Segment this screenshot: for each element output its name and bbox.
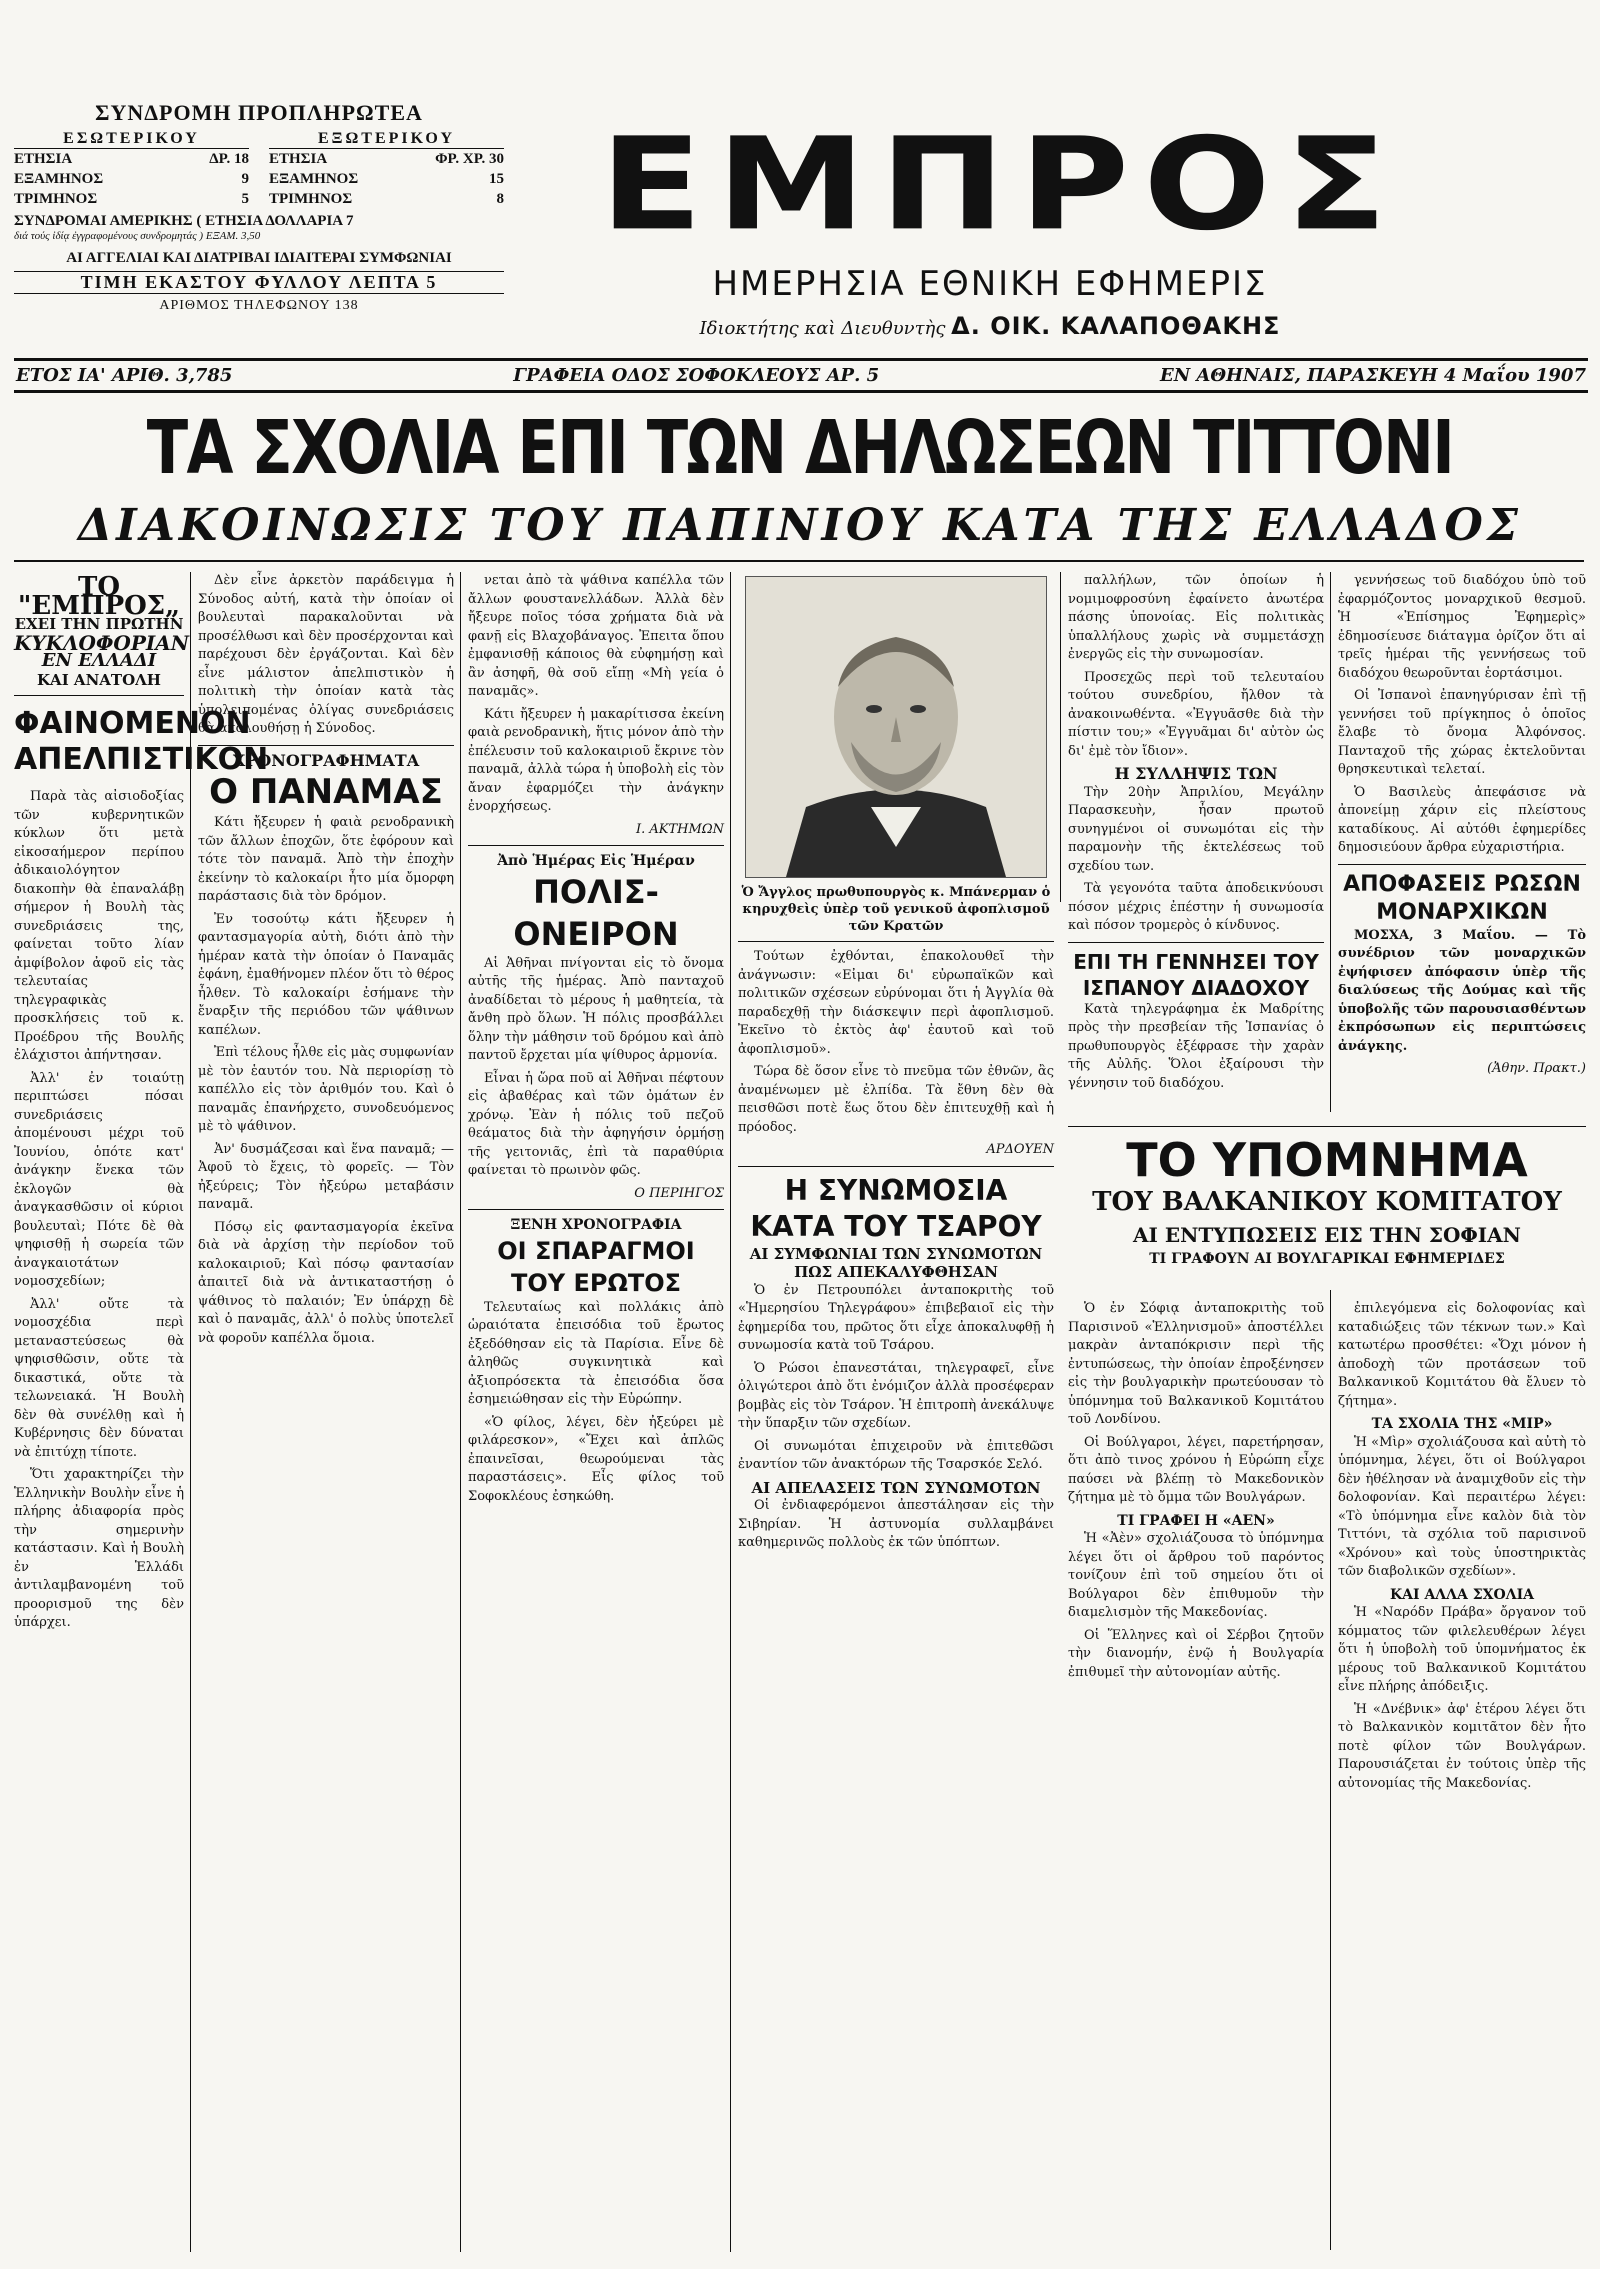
article-paragraph: Τελευταίως καὶ πολλάκις ἀπὸ ὡραιότατα ἐπεισόδια τοῦ ἔρωτος ἐξεδόθησαν εἰς τὰ Παρίσια. Εἶνε δὲ ἀληθῶς συγκινητικὰ καὶ ἀξιοπρόσεκτα τὰ ἐπεισόδια ὅσα ἐσημειώθησαν εἰς τὴν Εὐρώπην. <box>468 1299 724 1407</box>
memo-header <box>1068 1120 1586 1267</box>
article-paragraph: Κάτι ἤξευρεν ἡ φαιὰ ρενοδρανικὴ τῶν ἄλλων ἐποχῶν, ὅτε ἐφόρουν καὶ τότε τὸν παναμᾶ. Ἀπὸ τὴν ἐποχὴν ἐκείνην τὸ καλοκαίρι ἦτο μία ὄμορφη παράστασις διὰ τὸν δρόμον. <box>198 815 454 904</box>
column-divider <box>1330 572 1331 1112</box>
article-paragraph: Ἡ «Δνέβνικ» ἀφ' ἑτέρου λέγει ὅτι τὸ Βαλκανικὸν κομιτᾶτον δὲν ἦτο ποτὲ φίλον τῶν Βουλγάρων. Παρουσιάζεται ἐν τούτοις ὑπὲρ τῆς αὐτονομίας τῆς Μακεδονίας. <box>1338 1701 1586 1791</box>
section-label: ΞΕΝΗ ΧΡΟΝΟΓΡΑΦΙΑ <box>510 1217 682 1233</box>
column-4 <box>738 572 1054 1557</box>
divider <box>1338 864 1586 865</box>
article-paragraph: Ἡ «Ἀὲν» σχολιάζουσα τὸ ὑπόμνημα λέγει ὅτι οἱ ἄρθρου τοῦ παρόντος τονίζουν ἐπὶ τοῦ σημείου ὅτι οἱ Βούλγαροι δὲν ἐπιθυμοῦν τὴν διαμελισμὸν τῆς Μακεδονίας. <box>1068 1531 1324 1620</box>
subscription-title: ΣΥΝΔΡΟΜΗ ΠΡΟΠΛΗΡΩΤΕΑ <box>95 100 423 125</box>
signature: Ο ΠΕΡΙΗΓΟΣ <box>634 1185 724 1201</box>
divider <box>468 1209 724 1210</box>
memo-subtitle: ΤΟΥ ΒΑΛΚΑΝΙΚΟΥ ΚΟΜΙΤΑΤΟΥ <box>1092 1187 1562 1217</box>
main-headline: ΤΑ ΣΧΟΛΙΑ ΕΠΙ ΤΩΝ ΔΗΛΩΣΕΩΝ ΤΙΤΤΟΝΙ <box>146 405 1454 491</box>
owner-label: Ιδιοκτήτης καὶ Διευθυντὴς <box>699 318 946 339</box>
section-label: ΚΑΙ ΑΛΛΑ ΣΧΟΛΙΑ <box>1389 1586 1534 1603</box>
article-title: ΟΙ ΣΠΑΡΑΓΜΟΙ ΤΟΥ ΕΡΩΤΟΣ <box>497 1236 695 1297</box>
emprós-box-title: ΤΟ "ΕΜΠΡΟΣ„ <box>17 572 181 621</box>
signature: ΑΡΔΟΥΕΝ <box>986 1142 1054 1157</box>
america-rates: ΣΥΝΔΡΟΜΑΙ ΑΜΕΡΙΚΗΣ ( ΕΤΗΣΙΑ ΔΟΛΛΑΡΙΑ 7 <box>14 213 354 229</box>
subscription-rates <box>14 130 504 209</box>
column-divider <box>1060 572 1061 902</box>
owner-name: Δ. ΟΙΚ. ΚΑΛΑΠΟΘΑΚΗΣ <box>951 312 1281 340</box>
article-title: ΑΠΟΦΑΣΕΙΣ ΡΩΣΩΝ ΜΟΝΑΡΧΙΚΩΝ <box>1343 871 1581 925</box>
article-paragraph: Ὁ ἐν Σόφιᾳ ἀνταποκριτὴς τοῦ Παρισινοῦ «Ἑλληνισμοῦ» ἀποστέλλει μακρὰν ἀνταπόκρισιν περὶ τῆς ἐντυπώσεως, τὴν ὁποίαν ἐπροξένησεν εἰς τὴν βουλγαρικὴν πρωτεύουσαν τὸ ὑπόμνημα τοῦ Βαλκανικοῦ Κομιτάτου τοῦ Λονδίνου. <box>1068 1301 1324 1427</box>
newspaper-title: ΕΜΠΡΟΣ <box>600 111 1402 259</box>
article-paragraph: Οἱ Ἕλληνες καὶ οἱ Σέρβοι ζητοῦν τὴν διανομήν, ἐνῷ ἡ Βουλγαρία ἐπιθυμεῖ τὴν αὐτονομίαν αὐτῆς. <box>1068 1627 1324 1680</box>
article-paragraph: Κάτι ἤξευρεν ἡ μακαρίτισσα ἐκείνη φαιὰ ρενοδρανικὴ, ἥτις μόνον ἀπὸ τὴν ἐπέλευσιν τοῦ καλοκαιριοῦ ἔκρινε τὸν παναμᾶ, ἀλλὰ τώρα ἡ ὑποβολὴ εἰς τὸν ἄναν ἐφαρμόζει τὴν ἀνάγκην ἐνορχήσεως. <box>468 706 724 814</box>
column-divider <box>730 572 731 2252</box>
divider <box>1068 942 1324 943</box>
article-paragraph: Ὁ Ρώσοι ἐπανεστάται, τηλεγραφεῖ, εἶνε ὀλιγώτεροι ἀπὸ ὅτι ἐνόμιζον ἀλλὰ προσέφεραν βομβὰς εἰς τὸν Τσάρον. Ἡ ἐπιτροπὴ ἀνεκάλυψε τὴν ὕπαρξιν τῶν σχεδίων. <box>738 1360 1054 1431</box>
sub-headline: ΔΙΑΚΟΙΝΩΣΙΣ ΤΟΥ ΠΑΠΙΝΙΟΥ ΚΑΤΑ ΤΗΣ ΕΛΛΑΔΟΣ <box>78 500 1522 551</box>
owner-line <box>600 312 1380 340</box>
column-divider <box>1330 1290 1331 2250</box>
memo-line: ΑΙ ΕΝΤΥΠΩΣΕΙΣ ΕΙΣ ΤΗΝ ΣΟΦΙΑΝ <box>1133 1223 1521 1247</box>
column-1 <box>14 572 269 1637</box>
divider <box>738 1166 1054 1167</box>
article-paragraph: Τὰ γεγονότα ταῦτα ἀποδεικνύουσι πόσον μέχρις ἐπέστην ἡ συνωμοσία καὶ πόσον τρομερὸς ὁ κίνδυνος. <box>1068 881 1324 933</box>
source-note: (Ἀθην. Πρακτ.) <box>1487 1061 1586 1076</box>
article-paragraph: Ὁ Βασιλεὺς ἀπεφάσισε νὰ ἀπονείμῃ χάριν εἰς πλείστους καταδίκους. Αἱ αὐτόθι ἐφημερίδες δημοσιεύουν ἄρθρα εὐχαριστήρια. <box>1338 784 1586 855</box>
article-title: Ο ΠΑΝΑΜΑΣ <box>209 772 443 812</box>
portrait-engraving <box>746 577 1046 877</box>
dateline <box>14 358 1588 393</box>
rate-row: ΤΡΙΜΗΝΟΣ 5 <box>14 191 249 207</box>
rate-row: ΤΡΙΜΗΝΟΣ 8 <box>269 191 504 207</box>
issue-number: ΕΤΟΣ ΙΑ' ΑΡΙΘ. 3,785 <box>16 365 233 386</box>
article-paragraph: Οἱ Βούλγαροι, λέγει, παρετήρησαν, ὅτι ἀπὸ τινος χρόνου ἡ Εὐρώπη εἶχε παύσει νὰ βλέπῃ τὸ Μακεδονικὸν ζήτημα μὲ τὸ ὄμμα τῶν Βουλγάρων. <box>1068 1434 1324 1505</box>
article-paragraph: παλλήλων, τῶν ὁποίων ἡ νομιμοφροσύνη ἐφαίνετο ἀνωτέρα πάσης ὑπονοίας. Εἰς πολιτικὰς ὑπαλλήλους χωρὶς νὰ συμμετάσχῃ ἐνεργῶς εἰς τὴν συνωμοσίαν. <box>1068 573 1324 662</box>
divider <box>14 560 1584 562</box>
ads-note: ΑΙ ΑΓΓΕΛΙΑΙ ΚΑΙ ΔΙΑΤΡΙΒΑΙ ΙΔΙΑΙΤΕΡΑΙ ΣΥΜΦΩΝΙΑΙ <box>66 250 452 266</box>
article-title: ΦΑΙΝΟΜΕΝΟΝ ΑΠΕΛΠΙΣΤΙΚΟΝ <box>14 706 269 777</box>
article-paragraph: Ἀν' δυσμάζεσαι καὶ ἕνα παναμᾶ; — Ἀφοῦ τὸ ἔχεις, τὸ φορεῖς. — Τὸν ἠξεύρεις; Τὸν ἠξεύρω μεταβάσιν παναμᾶ. <box>198 1141 454 1212</box>
article-paragraph: «Ὁ φίλος, λέγει, δὲν ἠξεύρει μὲ φιλάρεσκον», «Ἔχει καὶ ἀπλῶς ἐπαινεῖσαι, θεωρούμεναι τὰς παραστάσεις». Εἶς φίλος τοῦ Σοφοκλέους ἐσηκώθη. <box>468 1414 724 1504</box>
article-paragraph: Δὲν εἶνε ἀρκετὸν παράδειγμα ἡ Σύνοδος αὐτή, κατὰ τὴν ὁποίαν οἱ βουλευταὶ παρακαλοῦνται νὰ προσέλθωσι καὶ δὲν προσέρχονται καὶ παρέχουσι δὲν ἐργάζονται. Καὶ δὲν εἶνε μάλιστον ἀπελπιστικὸν ἡ πολιτικὴ τὴν ὁποίαν κατὰ τὰς ὑπολειπομένας ὀλίγας συνεδριάσεις θὰ ἀκολουθήσῃ ἡ Σύνοδος. <box>198 573 454 736</box>
rate-row: ΕΤΗΣΙΑ ΔΡ. 18 <box>14 151 249 167</box>
article-paragraph: Προσεχῶς περὶ τοῦ τελευταίου τούτου συνεδρίου, ἤλθον τὰ ἀνακοινωθέντα. «Ἐγγυᾶσθε διὰ τὴν πίστιν του;» «Ἐγγυᾶμαι δι' αὐτὸν ὡς δι' ἐμὲ τὸν ἴδιον». <box>1068 669 1324 759</box>
article-paragraph: Αἱ Ἀθῆναι πνίγονται εἰς τὸ ὄνομα αὐτῆς τῆς ἡμέρας. Ἀπὸ πανταχοῦ ἀναδίδεται τὸ μέρους ἡ μαθητεία, τὰ ἄνθη πρὸ ὅλων. Ἡ πόλις προσβάλλει ὅλην τὴν μάθησιν τοῦ δρόμου καὶ ἀπὸ παντοῦ ἔρχεται μία ψίθυρος ἁρμονία. <box>468 955 724 1063</box>
article-paragraph: Οἱ Ἰσπανοὶ ἐπανηγύρισαν ἐπὶ τῇ γεννήσει τοῦ πρίγκηπος ὁ ὁποῖος ἔλαβε τὸ ὄνομα Ἀλφόνσος. Πανταχοῦ τῆς χώρας ἐκτελοῦνται θρησκευτικαὶ τελεταί. <box>1338 688 1586 777</box>
article-paragraph: Ἐν τοσούτῳ κάτι ἤξευρεν ἡ φαντασμαγορία αὐτὴ, διότι ἀπὸ τὴν ἡμέραν κατὰ τὴν ὁποίαν ὁ Παναμᾶς ἐφάνη, ἐμαθήνομεν πλέον ὅτι τὸ θέρος ἦλθεν. Τὸ καλοκαίρι ἐσήμανε τὴν ἔναρξιν τῆς περιόδου τῶν ψάθινων καπέλων. <box>198 911 454 1038</box>
article-paragraph: ἐπιλεγόμενα εἰς δολοφονίας καὶ καταδιώξεις τῶν τέκνων των.» Καὶ κατωτέρω προσθέτει: «Ὄχι μόνον ἡ ἀποδοχὴ τῶν προτάσεων τοῦ Βαλκανικοῦ Κομιτάτου θὰ ἔλυεν τὸ ζήτημα». <box>1338 1301 1586 1409</box>
article-title: ΕΠΙ ΤΗ ΓΕΝΝΗΣΕΙ ΤΟΥ ΙΣΠΑΝΟΥ ΔΙΑΔΟΧΟΥ <box>1073 949 1319 1000</box>
article-paragraph: Οἱ ἐνδιαφερόμενοι ἀπεστάλησαν εἰς τὴν Σιβηρίαν. Ἡ ἀστυνομία συλλαμβάνει καθημερινῶς πολλοὺς ἐκ τῶν ὑπόπτων. <box>738 1498 1054 1550</box>
divider <box>1068 1126 1586 1127</box>
section-label: Ἀπὸ Ἡμέρας Εἰς Ἡμέραν <box>497 853 695 869</box>
interior-rates <box>14 130 249 209</box>
article-paragraph: νεται ἀπὸ τὰ ψάθινα καπέλλα τῶν ἄλλων φουστανελλάδων. Ἀλλὰ δὲν ἤξευρε ποῖος τόσα χρήματα διὰ νὰ φανῇ εἰς Βλαχοβάναγος. Ἐπειτα ὅπου ἐμφανισθῇ κάποιος θὰ εὐφημήσῃ καὶ ἂν ἀσηφῆ, θὰ σοῦ εἴπῃ «Μὴ γεία ὁ παναμᾶς». <box>468 573 724 699</box>
office-address: ΓΡΑΦΕΙΑ ΟΔΟΣ ΣΟΦΟΚΛΕΟΥΣ ΑΡ. 5 <box>513 365 880 386</box>
phone-number: ΑΡΙΘΜΟΣ ΤΗΛΕΦΩΝΟΥ 138 <box>159 298 359 313</box>
divider <box>738 941 1054 942</box>
section-label: Η ΣΥΛΛΗΨΙΣ ΤΩΝ <box>1114 764 1278 783</box>
rate-row: ΕΤΗΣΙΑ ΦΡ. ΧΡ. 30 <box>269 151 504 167</box>
memo-left-column <box>1068 1300 1324 1686</box>
memo-right-column <box>1338 1300 1586 1797</box>
article-title: ΠΟΛΙΣ-ΟΝΕΙΡΟΝ <box>513 872 679 953</box>
exterior-rates <box>269 130 504 209</box>
america-note: διά τούς ἰδίᾳ ἐγγραφομένους συνδρομητάς ) ΕΞΑΜ. 3,50 <box>14 230 261 242</box>
memo-line2: ΤΙ ΓΡΑΦΟΥΝ ΑΙ ΒΟΥΛΓΑΡΙΚΑΙ ΕΦΗΜΕΡΙΔΕΣ <box>1149 1251 1505 1267</box>
section-label: ΧΡΟΝΟΓΡΑΦΗΜΑΤΑ <box>232 750 420 770</box>
article-paragraph: Τούτων ἐχθόνται, ἐπακολουθεῖ τὴν ἀνάγνωσιν: «Εἰμαι δι' εὐρωπαϊκῶν καὶ πολιτικῶν σχέσεων εὐρύνομαι ὅτι ἡ Ἀγγλία θὰ παραδεχθῇ τὴν διάσκεψιν περὶ ἀφοπλισμοῦ. Ἐκεῖνο τὸ ἐκτὸς ἀφ' ἐαυτοῦ καὶ τοῦ ἀφοπλισμοῦ». <box>738 949 1054 1057</box>
issue-date: ΕΝ ΑΘΗΝΑΙΣ, ΠΑΡΑΣΚΕΥΗ 4 Μαΐου 1907 <box>1159 365 1586 386</box>
article-paragraph: Παρὰ τὰς αἰσιοδοξίας τῶν κυβερνητικῶν κύκλων ὅτι μετὰ εἰκοσαήμερον περίπου ἀδικαιολόγητον διακοπὴν θὰ ἐπαναλάβῃ σήμερον ἡ Βουλὴ τὰς συνεδριάσεις της, φαίνεται τοῦτο λίαν ἀμφίβολον ἀφοῦ εἰς τὰς τελευταίας τηλεγραφικὰς προσκλήσεις τοῦ κ. Προέδρου τῆς Βουλῆς ἐλάχιστοι ἀπήντησαν. <box>14 789 184 1063</box>
article-paragraph: Ἀλλ' ἐν τοιαύτῃ περιπτώσει πόσαι συνεδριάσεις ἀπομένουσι μέχρι τοῦ Ἰουνίου, ὁπότε κατ' ἀνάγκην ἕνεκα τῶν ἐκλογῶν θὰ ἀναγκασθῶσιν οἱ κύριοι βουλευταὶ; Πότε δὲ θὰ ψηφισθῇ ἡ σωρεία τῶν ἀναγκαιοτάτων νομοσχεδίων; <box>14 1070 184 1289</box>
column-6 <box>1338 572 1586 1079</box>
signature: Ι. ΑΚΤΗΜΩΝ <box>636 821 724 837</box>
column-5 <box>1068 572 1324 1097</box>
article-paragraph: Τὴν 20ὴν Ἀπριλίου, Μεγάλην Παρασκευὴν, ἦσαν πρωτοῦ συνηγμένοι οἱ συνωμόται εἰς τὴν παραμονὴν τῆς ἑκτελέσεως τοῦ σχεδίου των. <box>1068 784 1324 874</box>
article-paragraph: Ὅτι χαρακτηρίζει τὴν Ἑλληνικὴν Βουλὴν εἶνε ἡ πλήρης ἀδιαφορία πρὸς τὴν σημερινὴν κατάστασιν. Καὶ ἡ Βουλὴ ἐν Ἑλλάδι ἀντιλαμβανομένη τοῦ προορισμοῦ της δὲν ὑπάρχει. <box>14 1467 184 1630</box>
divider <box>468 845 724 846</box>
newspaper-subtitle: ΗΜΕΡΗΣΙΑ ΕΘΝΙΚΗ ΕΦΗΜΕΡΙΣ <box>712 264 1268 304</box>
article-subtitle: ΑΙ ΣΥΜΦΩΝΙΑΙ ΤΩΝ ΣΥΝΩΜΟΤΩΝ ΠΩΣ ΑΠΕΚΑΛΥΦΘΗΣΑΝ <box>749 1244 1043 1281</box>
article-paragraph: Τώρα δὲ ὅσον εἶνε τὸ πνεῦμα τῶν ἐθνῶν, ἂς ἀναμένωμεν μὲ ἐλπίδα. Τὰ ἔθνη δὲν θὰ πεισθῶσι ποτὲ ἕως ὅτου δὲν ἐπιτευχθῇ καὶ ἡ πρόοδος. <box>738 1064 1054 1135</box>
column-divider <box>460 572 461 2252</box>
column-3 <box>468 572 724 1510</box>
rate-row: ΕΞΑΜΗΝΟΣ 15 <box>269 171 504 187</box>
emprós-box-line2: ΚΥΚΛΟΦΟΡΙΑΝ <box>14 630 190 655</box>
subscription-box <box>14 100 504 314</box>
article-paragraph: Ἡ «Μὶρ» σχολιάζουσα καὶ αὐτὴ τὸ ὑπόμνημα, λέγει, ὅτι οἱ Βούλγαροι δὲν ἠθέλησαν νὰ ἀναμιχθοῦν εἰς τὴν δολοφονίαν. Καὶ περαιτέρω λέγει: «Τὸ ὑπόμνημα εἶνε καλὸν διὰ τὸν Τιττόνι, τὰ σχόλια τοῦ παρισινοῦ «Χρόνου» καὶ τοὺς ὑποστηρικτὰς τῶν διαβολικῶν σχεδίων». <box>1338 1434 1586 1579</box>
article-paragraph: Ἐπὶ τέλους ἦλθε εἰς μὰς συμφωνίαν μὲ τὸν ἑαυτόν του. Νὰ περιορίσῃ τὸ καπέλλο εἰς τὸν ἀριθμόν του. Καὶ ὁ παναμᾶς ἐπανήρχετο, συνοδευόμενος μὲ τὸ ψάθινον. <box>198 1045 454 1134</box>
article-paragraph: ΜΟΣΧΑ, 3 Μαΐου. — Τὸ συνέδριον τῶν μοναρχικῶν ἐψήφισεν ἀπόφασιν ὑπὲρ τῆς διαλύσεως τῆς Δούμας καὶ τῆς ὑποβολῆς τῶν παρουσιασθέντων ἐκπρόσωπων εἰς περιπτώσεις ἀνάγκης. <box>1338 927 1586 1054</box>
article-paragraph: Οἱ συνωμόται ἐπιχειροῦν νὰ ἐπιτεθῶσι ἐναντίον τῶν ἀνακτόρων τῆς Τσαρσκόε Σελό. <box>738 1438 1054 1472</box>
article-paragraph: Εἶναι ἡ ὥρα ποῦ αἱ Ἀθῆναι πέφτουν εἰς ἀβαθέρας καὶ τῶν ὀμάτων ἐν χρόνῳ. Ἐὰν ἡ πόλις τοῦ πεζοῦ θεάματος διὰ τὴν ἀφηγήσιν ὁρμήσῃ τῆς γειτονιᾶς, ἐπὶ τὰ παραθύρια φαίνεται τὸ πρωινὸν φῶς. <box>468 1070 724 1178</box>
exterior-label: ΕΞΩΤΕΡΙΚΟΥ <box>269 130 504 149</box>
article-paragraph: Ἀλλ' οὔτε τὰ νομοσχέδια περὶ μεταναστεύσεως θὰ ψηφισθῶσιν, οὔτε τὰ δικαστικά, οὔτε τὰ τελωνειακά. Ἡ Βουλὴ δὲν θὰ συνέλθῃ καὶ ἡ Κυβέρνησις δὲν δύναται νὰ ἐπιτύχῃ τίποτε. <box>14 1296 184 1460</box>
column-2 <box>198 572 454 1352</box>
memo-title: ΤΟ ΥΠΟΜΝΗΜΑ <box>1126 1133 1528 1187</box>
emprós-box-line4: ΚΑΙ ΑΝΑΤΟΛΗ <box>37 670 161 689</box>
article-paragraph: Κατὰ τηλεγράφημα ἐκ Μαδρίτης πρὸς τὴν πρεσβείαν τῆς Ἰσπανίας ὁ πρωθυπουργὸς ἐξέφρασε τὴν χαρὰν τῆς Αὐλῆς. Ὅλοι ἐξαίρουσι τὴν γέννησιν τοῦ διαδόχου. <box>1068 1001 1324 1091</box>
interior-label: ΕΣΩΤΕΡΙΚΟΥ <box>14 130 249 149</box>
section-label: ΤΙ ΓΡΑΦΕΙ Η «ΑΕΝ» <box>1117 1512 1275 1529</box>
masthead <box>600 110 1402 340</box>
article-title: Η ΣΥΝΩΜΟΣΙΑ ΚΑΤΑ ΤΟΥ ΤΣΑΡΟΥ <box>750 1173 1042 1243</box>
article-paragraph: γεννήσεως τοῦ διαδόχου ὑπὸ τοῦ ἐφαρμόζοντος μοναρχικοῦ θεσμοῦ. Ἡ «Ἐπίσημος Ἐφημερὶς» ἐδημοσίευσε διάταγμα ὁρίζον ὅτι αἱ τρεῖς ἡμέραι τῆς γεννήσεως τοῦ διαδόχου θεωροῦνται ἑορτάσιμοι. <box>1338 573 1586 681</box>
divider <box>198 745 454 746</box>
section-label: ΑΙ ΑΠΕΛΑΣΕΙΣ ΤΩΝ ΣΥΝΩΜΟΤΩΝ <box>751 1478 1041 1497</box>
issue-price: ΤΙΜΗ ΕΚΑΣΤΟΥ ΦΥΛΛΟΥ ΛΕΠΤΑ 5 <box>14 271 504 294</box>
emprós-box-line3: ΕΝ ΕΛΛΑΔΙ <box>41 650 157 671</box>
portrait-caption: Ὁ Ἄγγλος πρωθυπουργὸς κ. Μπάνερμαν ὁ κηρυχθεὶς ὑπὲρ τοῦ γενικοῦ ἀφοπλισμοῦ τῶν Κρατῶν <box>741 885 1051 934</box>
divider <box>14 695 184 696</box>
article-paragraph: Πόσῳ εἰς φαντασμαγορία ἐκεῖνα διὰ νὰ ἀρχίσῃ τὴν περίοδον τοῦ καλοκαιριοῦ; Καὶ πόσῳ φαντασίαν ἀπαιτεῖ διὰ νὰ ἀντικαταστήσῃ ὁ ψάθινος τὸ παλαιόν; Ἐν ὑπάρχῃ δὲ καὶ ὁ παναμᾶς, ἀλλ' ὁ πολὺς ὑποτελεῖ νὰ φοροῦν καπέλλα ὅμοια. <box>198 1219 454 1346</box>
article-paragraph: Ἡ «Ναρόδν Πράβα» ὄργανον τοῦ κόμματος τῶν φιλελευθέρων λέγει ὅτι ἡ ὑποβολὴ τοῦ ὑπομνήματος ἐκ μέρους τοῦ Βαλκανικοῦ Κομιτάτου εἶνε πλήρης ἀπόδειξις. <box>1338 1605 1586 1694</box>
portrait-image <box>745 576 1047 878</box>
rate-row: ΕΞΑΜΗΝΟΣ 9 <box>14 171 249 187</box>
article-paragraph: Ὁ ἐν Πετρουπόλει ἀνταποκριτὴς τοῦ «Ἡμερησίου Τηλεγράφου» ἐπιβεβαιοῖ εἰς τὴν ἐφημερίδα του, πρῶτος ὅτι εἶχε ἀποκαλυφθῇ ἡ συνωμοσία κατὰ τοῦ Τσάρου. <box>738 1282 1054 1353</box>
emprós-box-line1: ΕΧΕΙ ΤΗΝ ΠΡΩΤΗΝ <box>14 615 184 633</box>
section-label: ΤΑ ΣΧΟΛΙΑ ΤΗΣ «ΜΙΡ» <box>1371 1416 1553 1432</box>
column-divider <box>190 572 191 2252</box>
